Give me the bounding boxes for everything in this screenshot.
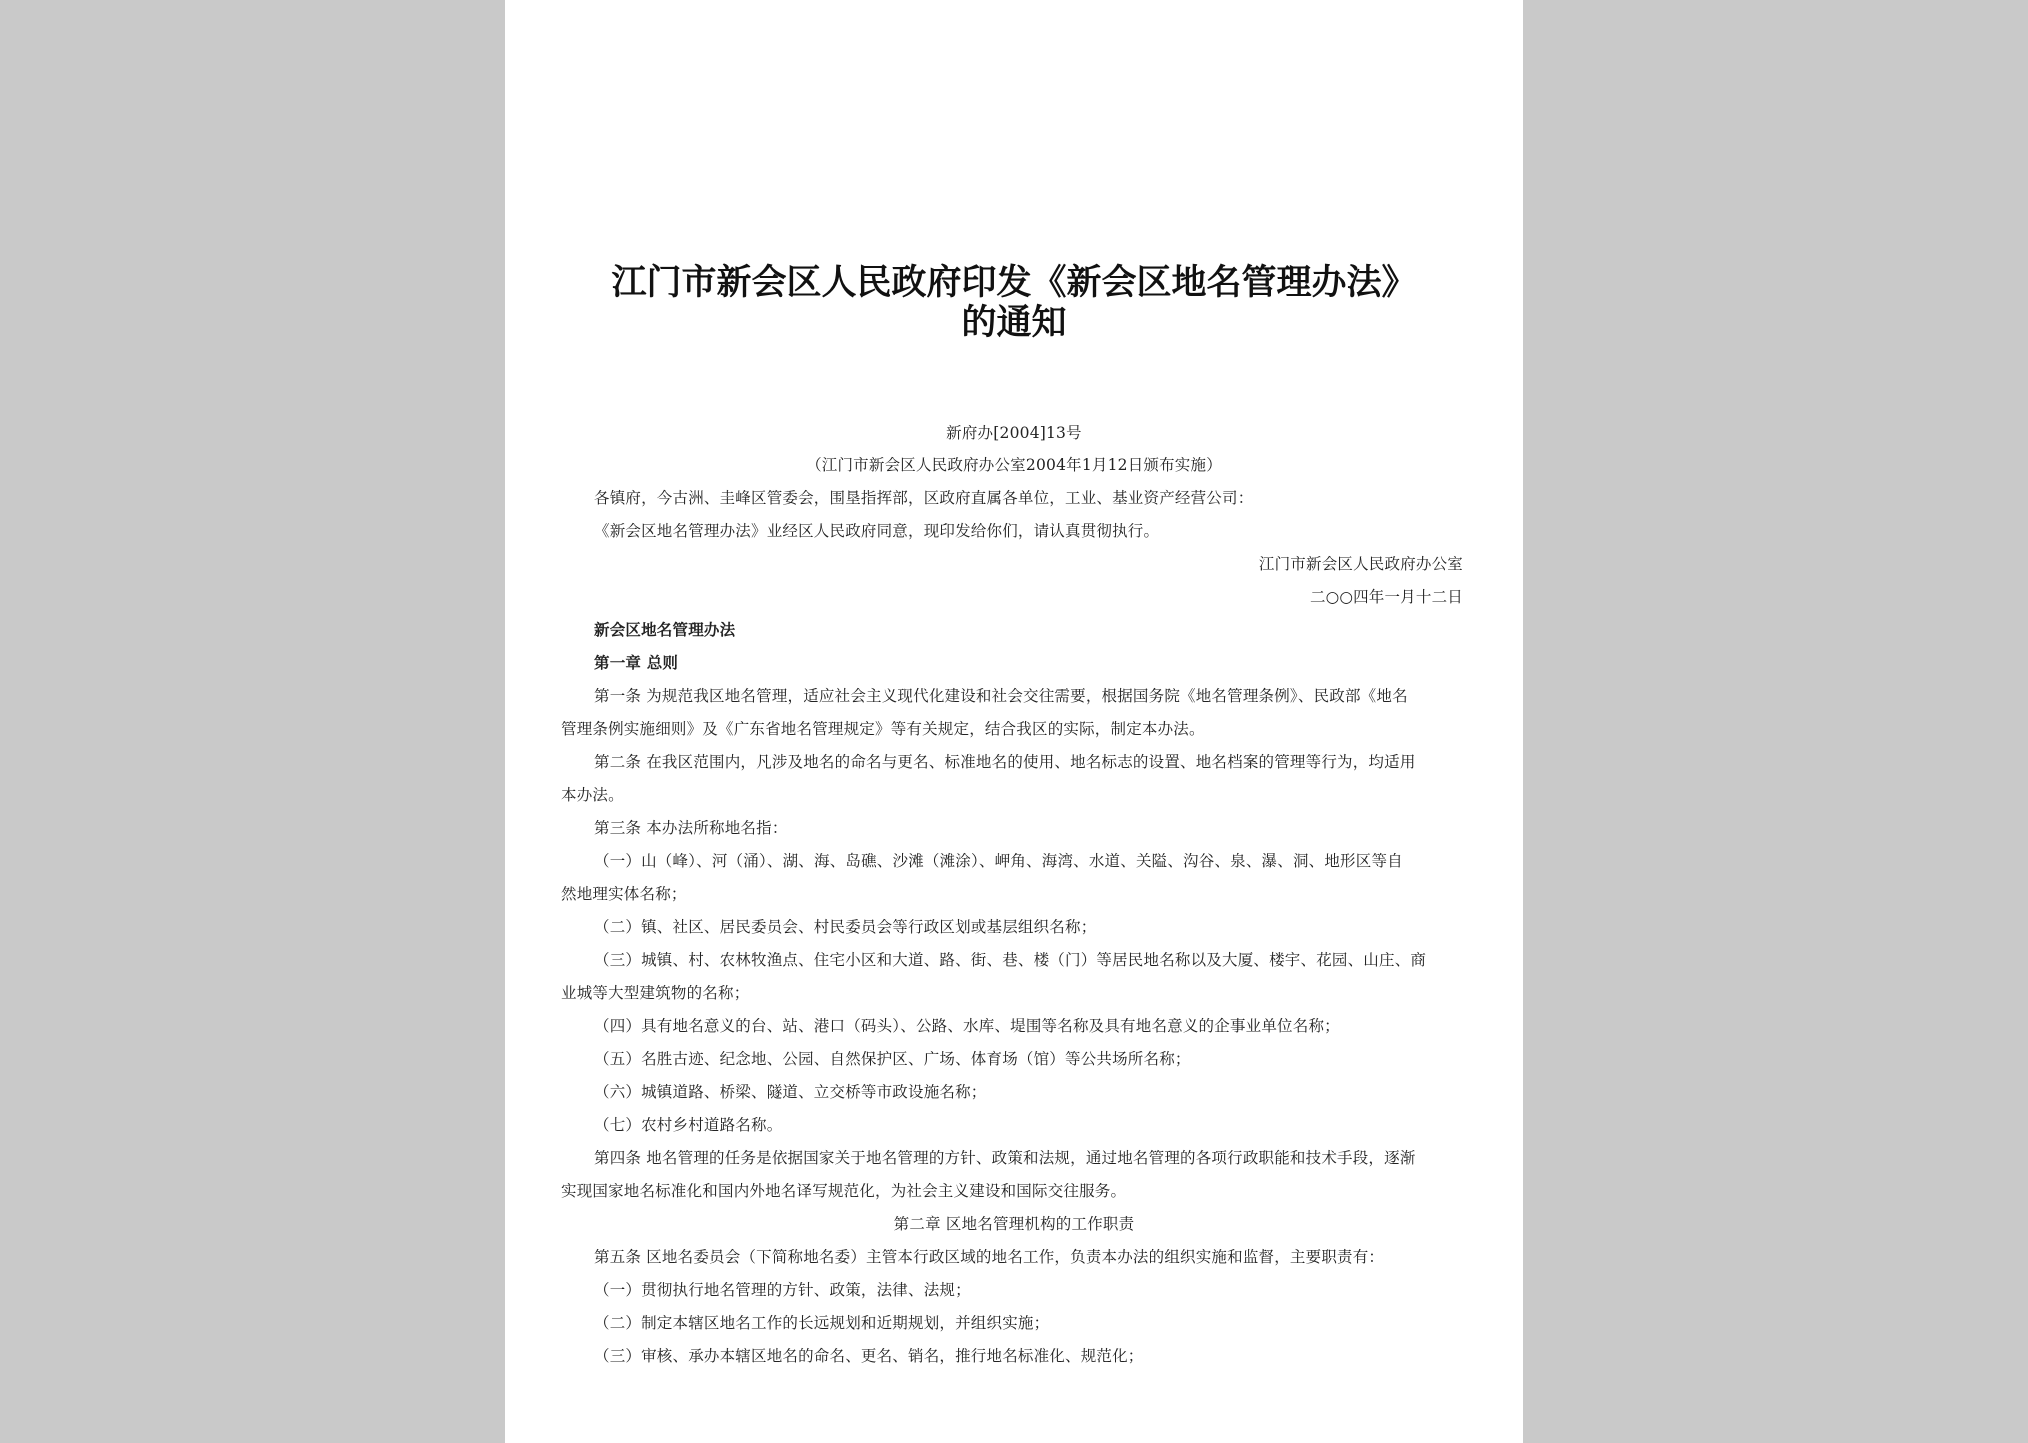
article-3-item: （三）城镇、村、农林牧渔点、住宅小区和大道、路、街、巷、楼（门）等居民地名称以及大厦、楼宇、花园、山庄、商 [594, 951, 1427, 969]
measures-title: 新会区地名管理办法 [594, 620, 736, 639]
signer: 江门市新会区人民政府办公室 [1258, 555, 1463, 573]
article-4-line: 第四条 地名管理的任务是依据国家关于地名管理的方针、政策和法规，通过地名管理的各项行政职能和技术手段，逐渐 [594, 1149, 1416, 1167]
article-3-item: （四）具有地名意义的台、站、港口（码头）、公路、水库、堤围等名称及具有地名意义的企事业单位名称； [594, 1017, 1340, 1035]
sign-date: 二○○四年一月十二日 [1309, 588, 1463, 606]
document-title-line1: 江门市新会区人民政府印发《新会区地名管理办法》 [611, 262, 1417, 303]
article-3-item: （七）农村乡村道路名称。 [594, 1116, 783, 1134]
article-3-item: 然地理实体名称； [561, 885, 687, 903]
article-5: 第五条 区地名委员会（下简称地名委）主管本行政区域的地名工作，负责本办法的组织实施和监督，主要职责有： [594, 1248, 1385, 1266]
notice-text: 《新会区地名管理办法》业经区人民政府同意，现印发给你们，请认真贯彻执行。 [594, 522, 1160, 540]
article-5-item: （三）审核、承办本辖区地名的命名、更名、销名，推行地名标准化、规范化； [594, 1347, 1144, 1365]
article-2-line: 第二条 在我区范围内，凡涉及地名的命名与更名、标准地名的使用、地名标志的设置、地名档案的管理等行为，均适用 [594, 753, 1416, 771]
article-3-item: （一）山（峰）、河（涌）、湖、海、岛礁、沙滩（滩涂）、岬角、海湾、水道、关隘、沟谷、泉、瀑、洞、地形区等自 [594, 852, 1403, 870]
article-3-item: （二）镇、社区、居民委员会、村民委员会等行政区划或基层组织名称； [594, 918, 1097, 936]
article-3: 第三条 本办法所称地名指： [594, 819, 788, 837]
document-title-line2: 的通知 [961, 302, 1067, 343]
article-1-line: 第一条 为规范我区地名管理，适应社会主义现代化建设和社会交往需要，根据国务院《地名管理条例》、民政部《地名 [594, 687, 1408, 705]
article-3-item: （五）名胜古迹、纪念地、公园、自然保护区、广场、体育场（馆）等公共场所名称； [594, 1050, 1191, 1068]
document-page [505, 0, 1523, 1443]
addressee: 各镇府，今古洲、圭峰区管委会，围垦指挥部，区政府直属各单位，工业、基业资产经营公司： [594, 489, 1254, 507]
article-4-line: 实现国家地名标准化和国内外地名译写规范化，为社会主义建设和国际交往服务。 [561, 1182, 1127, 1200]
article-3-item: 业城等大型建筑物的名称； [561, 984, 750, 1002]
article-2-line: 本办法。 [561, 786, 624, 804]
chapter-heading: 第二章 区地名管理机构的工作职责 [893, 1215, 1135, 1233]
article-1-line: 管理条例实施细则》及《广东省地名管理规定》等有关规定，结合我区的实际，制定本办法。 [561, 720, 1205, 738]
document-number: 新府办[2004]13号 [946, 424, 1082, 442]
article-3-item: （六）城镇道路、桥梁、隧道、立交桥等市政设施名称； [594, 1083, 987, 1101]
issue-note: （江门市新会区人民政府办公室2004年1月12日颁布实施） [806, 456, 1222, 474]
chapter-heading: 第一章 总则 [594, 653, 679, 672]
article-5-item: （二）制定本辖区地名工作的长远规划和近期规划，并组织实施； [594, 1314, 1050, 1332]
article-5-item: （一）贯彻执行地名管理的方针、政策，法律、法规； [594, 1281, 971, 1299]
